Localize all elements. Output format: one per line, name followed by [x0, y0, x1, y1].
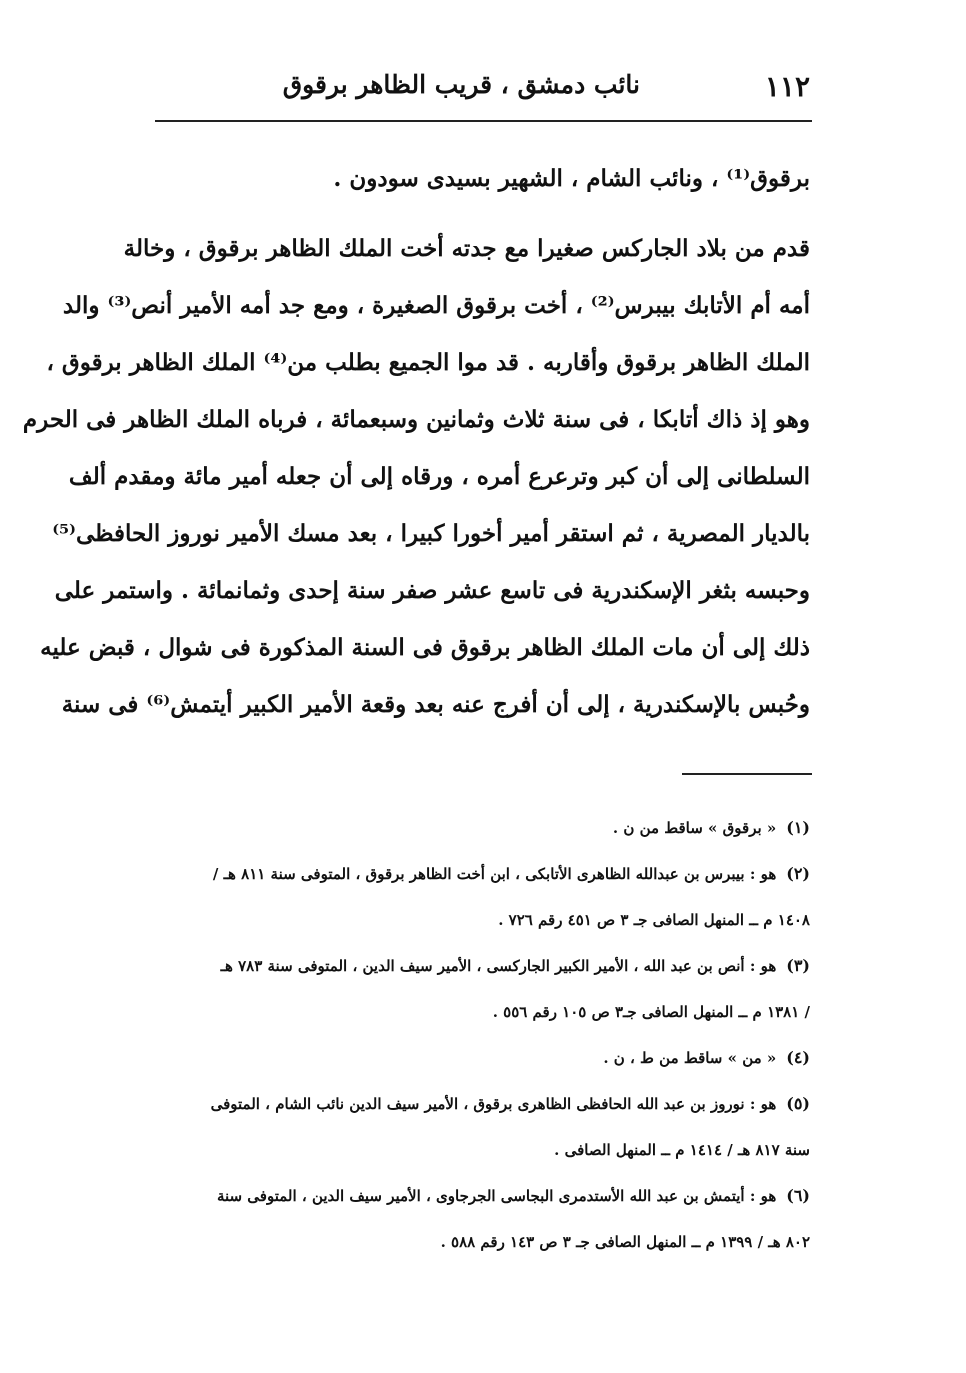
footnote-6-cont: [155, 1219, 810, 1265]
footnote-text: « من » ساقط من ط ، ن .: [603, 1049, 777, 1067]
footnote-text: هو : نوروز بن عبد الله الحافظى الظاهرى برقوق ، الأمير سيف الدين نائب الشام ، المتوفى: [210, 1095, 777, 1113]
footnote-text: / ١٣٨١ م ــ المنهل الصافى جـ٣ ص ١٠٥ رقم ٥٥٦ .: [492, 1003, 810, 1021]
footnote-number: (١): [786, 818, 810, 837]
footnote-5: [155, 1081, 810, 1127]
page-number: ١١٢: [764, 70, 810, 103]
footnote-separator: [682, 773, 812, 775]
footnote-number: (٣): [786, 956, 810, 975]
text-line: الملك الظاهر برقوق وأقاربه . قد موا الجميع بطلب من⁽⁴⁾ الملك الظاهر برقوق ،: [46, 349, 810, 376]
text-line: وحبسه بثغر الإسكندرية فى تاسع عشر صفر سنة إحدى وثمانمائة . واستمر على: [54, 577, 810, 604]
footnote-3-cont: [155, 989, 810, 1035]
footnote-text: ٨٠٢ هـ / ١٣٩٩ م ــ المنهل الصافى جـ ٣ ص ١٤٣ رقم ٥٨٨ .: [440, 1233, 810, 1251]
running-title: نائب دمشق ، قريب الظاهر برقوق: [282, 70, 640, 99]
footnote-1: [155, 805, 810, 851]
footnote-text: هو : أيتمش بن عبد الله الأستدمرى البجاسى الجرجاوى ، الأمير سيف الدين ، المتوفى سنة: [216, 1187, 777, 1205]
text-line: برقوق⁽¹⁾ ، ونائب الشام ، الشهير بسيدى سودون .: [333, 165, 810, 192]
text-line: السلطانى إلى أن كبر وترعرع أمره ، ورقاه إلى أن جعله أمير مائة ومقدم ألف: [68, 463, 810, 490]
footnote-number: (٥): [786, 1094, 810, 1113]
text-line: أمه أم الأتابك بيبرس⁽²⁾ ، أخت برقوق الصغيرة ، ومع جد أمه الأمير أنص⁽³⁾ والد: [62, 292, 810, 319]
footnote-5-cont: [155, 1127, 810, 1173]
main-text: [22, 150, 810, 733]
text-line: وحُبس بالإسكندرية ، إلى أن أفرج عنه بعد وقعة الأمير الكبير أيتمش⁽⁶⁾ فى سنة: [61, 691, 810, 718]
footnote-text: هو : بيبرس بن عبدالله الظاهرى الأتابكى ، ابن أخت الظاهر برقوق ، المتوفى سنة ٨١١ هـ /: [212, 865, 777, 883]
footnote-2-cont: [155, 897, 810, 943]
footnote-number: (٦): [786, 1186, 810, 1205]
page-header: [155, 66, 810, 112]
text-line: ذلك إلى أن مات الملك الظاهر برقوق فى السنة المذكورة فى شوال ، قبض عليه: [40, 634, 810, 661]
footnote-4: [155, 1035, 810, 1081]
footnote-text: « برقوق » ساقط من ن .: [612, 819, 777, 837]
footnote-text: هو : أنص بن عبد الله ، الأمير الكبير الجاركسى ، الأمير سيف الدين ، المتوفى سنة ٧٨٣ هـ: [220, 957, 777, 975]
footnote-6: [155, 1173, 810, 1219]
header-rule: [155, 120, 812, 122]
text-line: قدم من بلاد الجاركس صغيرا مع جدته أخت الملك الظاهر برقوق ، وخالة: [123, 235, 810, 262]
footnote-text: سنة ٨١٧ هـ / ١٤١٤ م ــ المنهل الصافى .: [554, 1141, 810, 1159]
footnote-2: [155, 851, 810, 897]
footnotes: [155, 805, 810, 1265]
footnote-3: [155, 943, 810, 989]
footnote-number: (٢): [786, 864, 810, 883]
footnote-number: (٤): [786, 1048, 810, 1067]
footnote-text: ١٤٠٨ م ــ المنهل الصافى جـ ٣ ص ٤٥١ رقم ٧٢٦ .: [498, 911, 810, 929]
text-line: بالديار المصرية ، ثم استقر أمير أخورا كبيرا ، بعد مسك الأمير نوروز الحافظى⁽⁵⁾: [52, 520, 810, 547]
text-line: وهو إذ ذاك أتابكا ، فى سنة ثلاث وثمانين وسبعمائة ، فرباه الملك الظاهر فى الحرم: [22, 406, 810, 433]
